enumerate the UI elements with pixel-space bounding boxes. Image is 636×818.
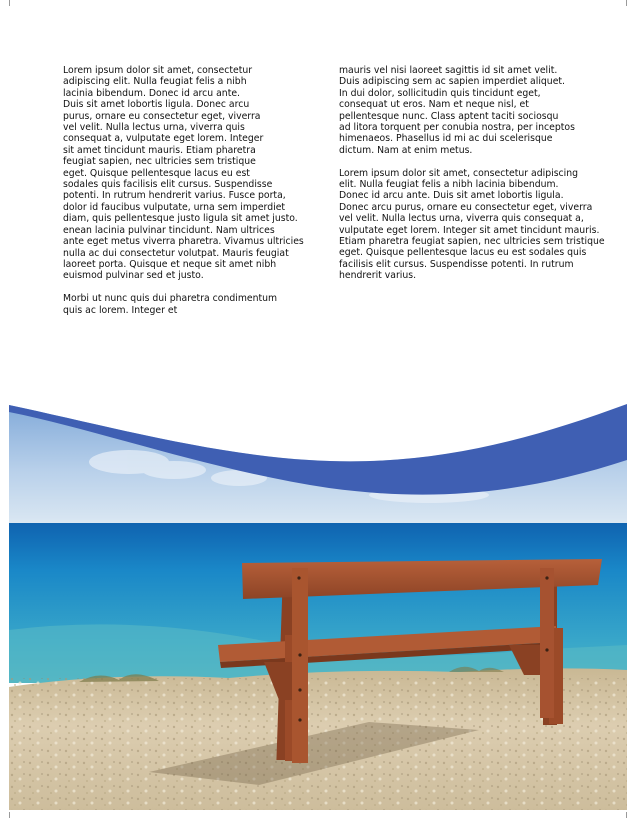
crop-mark-bottom-right [626,812,627,818]
text-column-left [63,65,321,327]
paragraph: mauris vel nisi laoreet sagittis id sit amet velit. Duis adipiscing sem ac sapien imperdiet aliquet. In dui dolor, sollicitudin quis tincidunt eget, consequat ut eros. Nam et neque nisl, et pellentesque nunc. Class aptent taciti sociosqu ad litora torquent per conubia nostra, per inceptos himenaeos. Phasellus id mi ac dui scelerisque dictum. Nam at enim metus. [339,65,575,156]
paragraph: Lorem ipsum dolor sit amet, consectetur adipiscing elit. Nulla feugiat felis a nibh lacinia bibendum. Donec id arcu ante. Duis sit amet lobortis ligula. Donec arcu purus, ornare eu consectetur eget, viverra vel velit. Nulla lectus urna, viverra quis consequat a, vulputate eget lorem. Integer sit amet tincidunt mauris. Etiam pharetra feugiat sapien, nec ultricies sem tristique eget. Quisque pellentesque lacus eu est sodales quis facilisis elit cursus. Suspendisse potenti. In rutrum hendrerit varius. Fusce porta, dolor id faucibus vulputate, urna sem imperdiet diam, quis pellentesque justo ligula sit amet justo. enean lacinia pulvinar tincidunt. Nam ultrices ante eget metus viverra pharetra. Vivamus ultricies nulla ac dui consectetur volutpat. Mauris feugiat laoreet porta. Quisque et neque sit amet nibh euismod pulvinar sed et justo. [63,65,304,282]
crop-mark-top-right [626,0,627,6]
text-column-right [339,65,624,293]
crop-mark-bottom-left [9,812,10,818]
paragraph: Lorem ipsum dolor sit amet, consectetur adipiscing elit. Nulla feugiat felis a nibh lacinia bibendum. Donec id arcu ante. Duis sit amet lobortis ligula. Donec arcu purus, ornare eu consectetur eget, viverra vel velit. Nulla lectus urna, viverra quis consequat a, vulputate eget lorem. Integer sit amet tincidunt mauris. Etiam pharetra feugiat sapien, nec ultricies sem tristique eget. Quisque pellentesque lacus eu est sodales quis facilisis elit cursus. Suspendisse potenti. In rutrum hendrerit varius. [339,167,605,282]
paragraph: Morbi ut nunc quis dui pharetra condimentum quis ac lorem. Integer et [63,293,278,316]
beach-bench-photo [9,400,627,810]
crop-mark-top-left [9,0,10,6]
